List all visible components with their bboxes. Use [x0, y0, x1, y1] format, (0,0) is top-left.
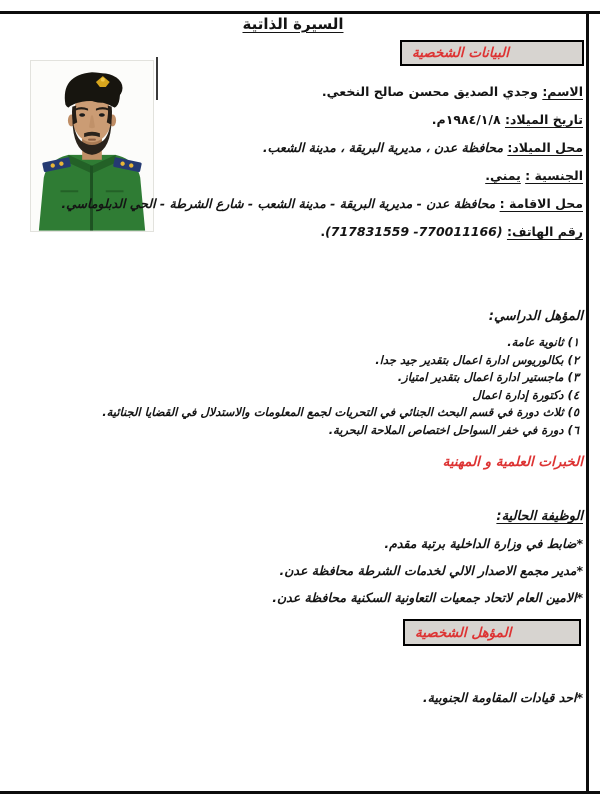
phone-line [320, 224, 583, 239]
job-item: *الامين العام لاتحاد جمعيات التعاونية السكنية محافظة عدن. [272, 590, 583, 605]
birthdate-value: ١٩٨٤/١/٨م. [431, 112, 501, 127]
name-value: وجدي الصديق محسن صالح النخعي. [321, 84, 538, 99]
birthdate-line [432, 112, 583, 127]
nationality-value: يمني. [485, 168, 521, 183]
top-border-line [0, 11, 600, 14]
birthplace-value: محافظة عدن ، مديرية البريقة ، مدينة الشعب. [262, 140, 504, 155]
education-item: ٢) بكالوريوس ادارة اعمال بتقدير جيد جدا. [375, 352, 579, 367]
phone-label: رقم الهاتف: [506, 224, 583, 239]
job-item: *ضابط في وزارة الداخلية برتبة مقدم. [384, 536, 583, 551]
experience-heading: الخبرات العلمية و المهنية [442, 454, 583, 470]
phone-suffix: . [320, 224, 326, 239]
education-item: ٤) دكتورة إدارة اعمال [472, 387, 579, 402]
education-list [102, 334, 579, 439]
section-header-personal-qualification [403, 619, 581, 646]
birthdate-label: تاريخ الميلاد: [504, 112, 583, 127]
page-title: السيرة الذاتية [242, 15, 344, 33]
education-item: ٣) ماجستير ادارة اعمال بتقدير امتياز. [397, 370, 579, 384]
current-job-heading: الوظيفة الحالية: [496, 509, 583, 524]
phone-value: (717831559 -770011166) [325, 224, 503, 239]
birthplace-line [263, 140, 583, 155]
right-border-line [586, 11, 589, 794]
name-line [322, 84, 583, 99]
section-header-personal-qualification-label: المؤهل الشخصية [415, 624, 512, 641]
residence-value: محافظة عدن - مديرية البريقة - مدينة الشعب - شارع الشرطة - الحي الدبلوماسي. [61, 196, 496, 211]
section-header-personal-data-label: البيانات الشخصية [412, 45, 510, 61]
section-header-personal-data [400, 40, 584, 66]
nationality-label: الجنسية : [525, 168, 583, 183]
job-item: *مدير مجمع الاصدار الالي لخدمات الشرطة محافظة عدن. [279, 563, 583, 578]
birthplace-label: محل الميلاد: [507, 140, 583, 155]
photo-edge-artifact [156, 57, 158, 100]
education-item: ٦) دورة في خفر السواحل اختصاص الملاحة البحرية. [328, 422, 579, 437]
education-item: ١) ثانوية عامة. [507, 335, 579, 349]
bottom-border-line [0, 791, 600, 794]
residence-line [61, 196, 583, 211]
name-label: الاسم: [542, 84, 583, 99]
qualification-item: *احد قيادات المقاومة الجنوبية. [422, 690, 583, 705]
residence-label: محل الاقامة : [499, 196, 583, 211]
education-item: ٥) ثلاث دورة في قسم البحث الجنائي في التحريات لجمع المعلومات والاستدلال في القضايا الجنائية. [102, 405, 579, 419]
education-heading: المؤهل الدراسي: [488, 309, 583, 324]
nationality-line [485, 168, 583, 183]
